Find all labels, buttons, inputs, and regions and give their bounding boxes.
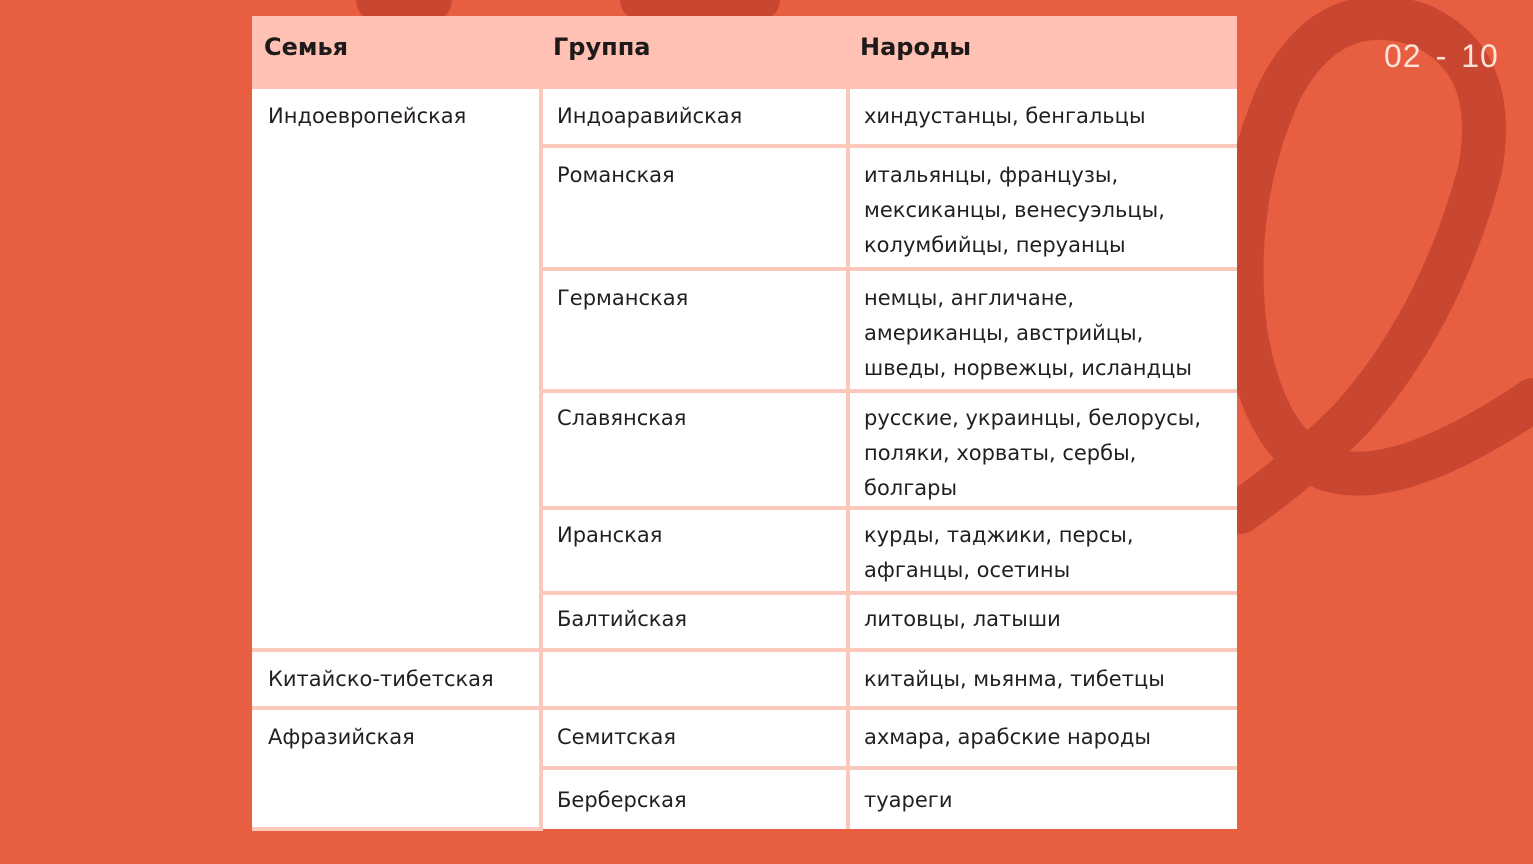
group-cell: Германская xyxy=(541,269,848,391)
language-families-table-container xyxy=(252,16,1237,828)
table-header-row xyxy=(252,16,1237,89)
peoples-cell: туареги xyxy=(848,768,1237,829)
group-cell: Индоаравийская xyxy=(541,89,848,146)
slide-counter-total: 10 xyxy=(1461,38,1499,74)
peoples-cell: китайцы, мьянма, тибетцы xyxy=(848,650,1237,708)
group-cell: Берберская xyxy=(541,768,848,829)
table-row xyxy=(252,89,1237,146)
peoples-cell: хиндустанцы, бенгальцы xyxy=(848,89,1237,146)
peoples-cell: русские, украинцы, белорусы, поляки, хорваты, сербы, болгары xyxy=(848,391,1237,508)
group-cell xyxy=(541,650,848,708)
family-cell: Индоевропейская xyxy=(252,89,541,650)
peoples-cell: немцы, англичане, американцы, австрийцы, шведы, норвежцы, исландцы xyxy=(848,269,1237,391)
family-cell: Китайско-тибетская xyxy=(252,650,541,708)
peoples-cell: курды, таджики, персы, афганцы, осетины xyxy=(848,508,1237,593)
group-cell: Романская xyxy=(541,146,848,269)
group-cell: Иранская xyxy=(541,508,848,593)
header-family: Семья xyxy=(252,16,541,89)
group-cell: Семитская xyxy=(541,708,848,768)
slide-counter-current: 02 xyxy=(1384,38,1422,74)
peoples-cell: итальянцы, французы, мексиканцы, венесуэльцы, колумбийцы, перуанцы xyxy=(848,146,1237,269)
slide-counter-separator: - xyxy=(1435,38,1448,74)
group-cell: Балтийская xyxy=(541,593,848,650)
decorative-curl-top xyxy=(378,0,430,8)
family-cell: Афразийская xyxy=(252,708,541,829)
peoples-cell: ахмара, арабские народы xyxy=(848,708,1237,768)
group-cell: Славянская xyxy=(541,391,848,508)
language-families-table xyxy=(252,16,1237,831)
header-group: Группа xyxy=(541,16,848,89)
slide-counter xyxy=(1384,38,1514,75)
header-peoples: Народы xyxy=(848,16,1237,89)
peoples-cell: литовцы, латыши xyxy=(848,593,1237,650)
decorative-curl-top-right xyxy=(640,0,760,6)
table-row xyxy=(252,650,1237,708)
decorative-loop xyxy=(1240,18,1533,512)
table-row xyxy=(252,708,1237,768)
